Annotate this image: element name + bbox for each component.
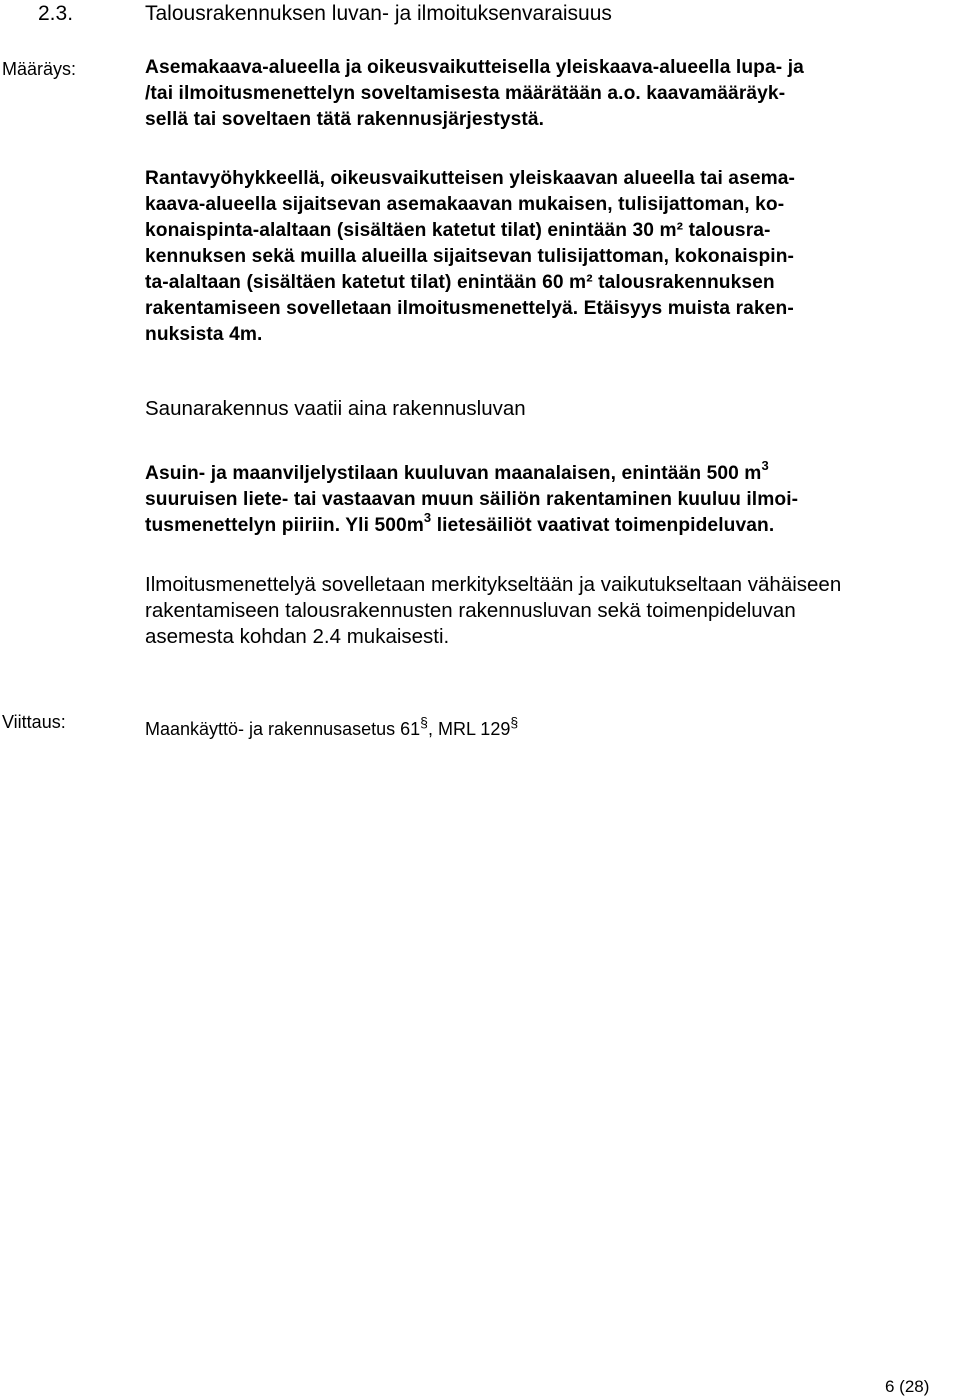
section-sign: §	[420, 714, 428, 730]
section-title: Talousrakennuksen luvan- ja ilmoituksenvaraisuus	[145, 2, 612, 25]
section-number: 2.3.	[38, 2, 74, 25]
maarays-intro-paragraph	[145, 55, 957, 133]
text-segment: lietesäiliöt vaativat toimenpideluvan.	[431, 515, 775, 536]
text-line: konaispinta-alaltaan (sisältäen katetut tilat) enintään 30 m² talousra-	[145, 220, 771, 241]
text-line: kennuksen sekä muilla alueilla sijaitsevan tulisijattoman, kokonaispin-	[145, 246, 795, 267]
sauna-paragraph: Saunarakennus vaatii aina rakennusluvan	[145, 397, 526, 420]
viittaus-label: Viittaus:	[2, 712, 66, 732]
section-sign: §	[510, 714, 519, 730]
page-number: 6 (28)	[885, 1377, 930, 1396]
text-line: Rantavyöhykkeellä, oikeusvaikutteisen yleiskaavan alueella tai asema-	[145, 168, 796, 189]
ilmoitusmenettely-paragraph	[145, 572, 957, 650]
viittaus-reference	[145, 710, 518, 741]
reference-text: Maankäyttö- ja rakennusasetus 61	[145, 719, 421, 739]
text-line: rakentamiseen sovelletaan ilmoitusmenettelyä. Etäisyys muista raken-	[145, 298, 794, 319]
text-line	[145, 510, 957, 539]
text-line: rakentamiseen talousrakennusten rakennusluvan sekä toimenpideluvan	[145, 599, 796, 622]
text-line: Asemakaava-alueella ja oikeusvaikutteisella yleiskaava-alueella lupa- ja	[145, 57, 804, 78]
text-line: kaava-alueella sijaitsevan asemakaavan mukaisen, tulisijattoman, ko-	[145, 194, 785, 215]
text-segment: tusmenettelyn piiriin. Yli 500m	[145, 515, 424, 536]
text-line: sellä tai soveltaen tätä rakennusjärjestystä.	[145, 109, 545, 130]
text-line: nuksista 4m.	[145, 324, 263, 345]
text-line: /tai ilmoitusmenettelyn soveltamisesta määrätään a.o. kaavamääräyk-	[145, 83, 786, 104]
text-line: suuruisen liete- tai vastaavan muun säiliön rakentaminen kuuluu ilmoi-	[145, 489, 799, 510]
rantavyohyke-paragraph	[145, 166, 957, 348]
text-segment: Asuin- ja maanviljelystilaan kuuluvan maanalaisen, enintään 500 m	[145, 463, 762, 484]
text-line	[145, 458, 957, 487]
text-line: asemesta kohdan 2.4 mukaisesti.	[145, 625, 450, 648]
superscript: 3	[423, 510, 432, 525]
text-line: Ilmoitusmenettelyä sovelletaan merkitykseltään ja vaikutukseltaan vähäiseen	[145, 573, 842, 596]
text-line: ta-alaltaan (sisältäen katetut tilat) enintään 60 m² talousrakennuksen	[145, 272, 775, 293]
reference-text: , MRL 129	[427, 719, 511, 739]
asuin-paragraph	[145, 458, 957, 539]
maarays-label: Määräys:	[2, 59, 77, 79]
superscript: 3	[761, 458, 769, 473]
